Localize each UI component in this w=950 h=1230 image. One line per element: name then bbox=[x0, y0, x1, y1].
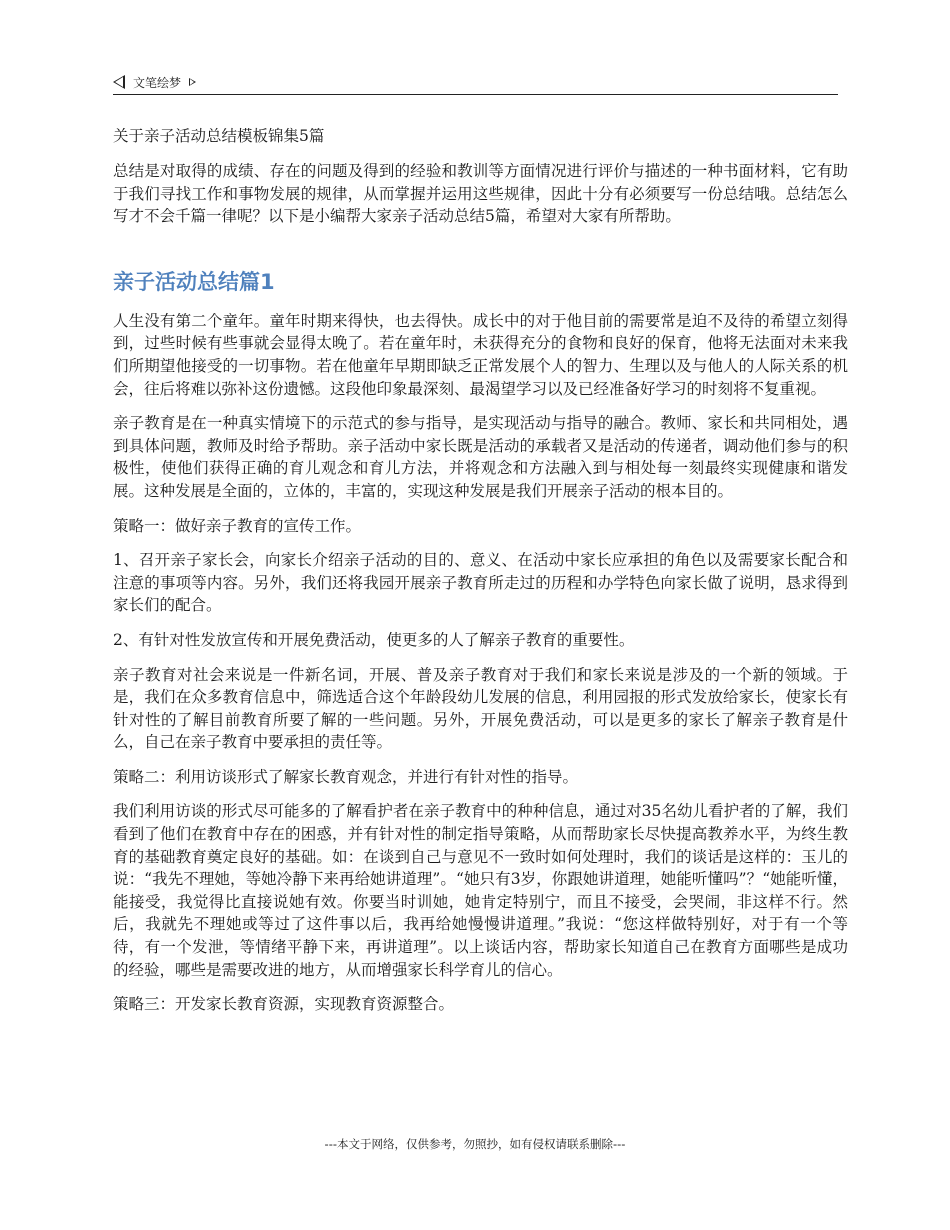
strategy-heading: 策略一：做好亲子教育的宣传工作。 bbox=[113, 516, 362, 535]
body-paragraph: 人生没有第二个童年。童年时期来得快，也去得快。成长中的对于他目前的需要常是迫不及待的希望立刻得到，过些时候有些事就会显得太晚了。若在童年时，未获得充分的食物和良好的保育，他将无法面对未来我们所期望他接受的一切事物。若在他童年早期即缺乏正常发展个人的智力、生理以及与他人的人际关系的机会，往后将难以弥补这份遗憾。这段他印象最深刻、最渴望学习以及已经准备好学习的时刻将不复重视。 bbox=[113, 311, 848, 398]
triangle-right-icon bbox=[189, 78, 196, 86]
triangle-left-icon bbox=[113, 75, 125, 89]
document-title: 关于亲子活动总结模板锦集5篇 bbox=[113, 127, 325, 145]
body-paragraph: 我们利用访谈的形式尽可能多的了解看护者在亲子教育中的种种信息，通过对35名幼儿看护者的了解，我们看到了他们在教育中存在的困惑，并有针对性的制定指导策略，从而帮助家长尽快提高教养水平，为终生教育的基础教育奠定良好的基础。如：在谈到自己与意见不一致时如何处理时，我们的谈话是这样的：玉儿的说：“我先不理她，等她冷静下来再给她讲道理”。“她只有3岁，你跟她讲道理，她能听懂吗”？“她能听懂，能接受，我觉得比直接说她有效。你要当时训她，她肯定特别宁，而且不接受，会哭闹，非这样不行。然后，我就先不理她或等过了这件事以后，我再给她慢慢讲道理。”我说：“您这样做特别好，对于有一个等待，有一个发泄，等情绪平静下来，再讲道理”。以上谈话内容，帮助家长知道自己在教育方面哪些是成功的经验，哪些是需要改进的地方，从而增强家长科学育儿的信心。 bbox=[113, 802, 848, 979]
logo-text: 文笔绘梦 bbox=[133, 75, 182, 90]
body-paragraph: 亲子教育对社会来说是一件新名词，开展、普及亲子教育对于我们和家长来说是涉及的一个新的领域。于是，我们在众多教育信息中，筛选适合这个年龄段幼儿发展的信息，利用园报的形式发放给家长，使家长有针对性的了解目前教育所要了解的一些问题。另外，开展免费活动，可以是更多的家长了解亲子教育是什么，自己在亲子教育中要承担的责任等。 bbox=[113, 665, 848, 752]
body-paragraph: 亲子教育是在一种真实情境下的示范式的参与指导，是实现活动与指导的融合。教师、家长和共同相处，遇到具体问题，教师及时给予帮助。亲子活动中家长既是活动的承载者又是活动的传递者，调动他们参与的积极性，使他们获得正确的育儿观念和育儿方法，并将观念和方法融入到与相处每一刻最终实现健康和谐发展。这种发展是全面的，立体的，丰富的，实现这种发展是我们开展亲子活动的根本目的。 bbox=[113, 414, 848, 500]
page-header bbox=[113, 70, 838, 95]
list-item: 1、召开亲子家长会，向家长介绍亲子活动的目的、意义、在活动中家长应承担的角色以及需要家长配合和注意的事项等内容。另外，我们还将我园开展亲子教育所走过的历程和办学特色向家长做了说明，恳求得到家长们的配合。 bbox=[113, 551, 848, 615]
footer-disclaimer: ---本文于网络，仅供参考，勿照抄，如有侵权请联系删除--- bbox=[324, 1137, 626, 1151]
document-body bbox=[113, 124, 848, 1028]
list-item: 2、有针对性发放宣传和开展免费活动，使更多的人了解亲子教育的重要性。 bbox=[113, 630, 635, 649]
intro-paragraph: 总结是对取得的成绩、存在的问题及得到的经验和教训等方面情况进行评价与描述的一种书面材料，它有助于我们寻找工作和事物发展的规律，从而掌握并运用这些规律，因此十分有必须要写一份总结哦。总结怎么写才不会千篇一律呢？以下是小编帮大家亲子活动总结5篇，希望对大家有所帮助。 bbox=[113, 162, 848, 226]
strategy-heading: 策略三：开发家长教育资源，实现教育资源整合。 bbox=[113, 995, 455, 1014]
strategy-heading: 策略二：利用访谈形式了解家长教育观念，并进行有针对性的指导。 bbox=[113, 767, 579, 786]
section-heading: 亲子活动总结篇1 bbox=[113, 269, 275, 294]
